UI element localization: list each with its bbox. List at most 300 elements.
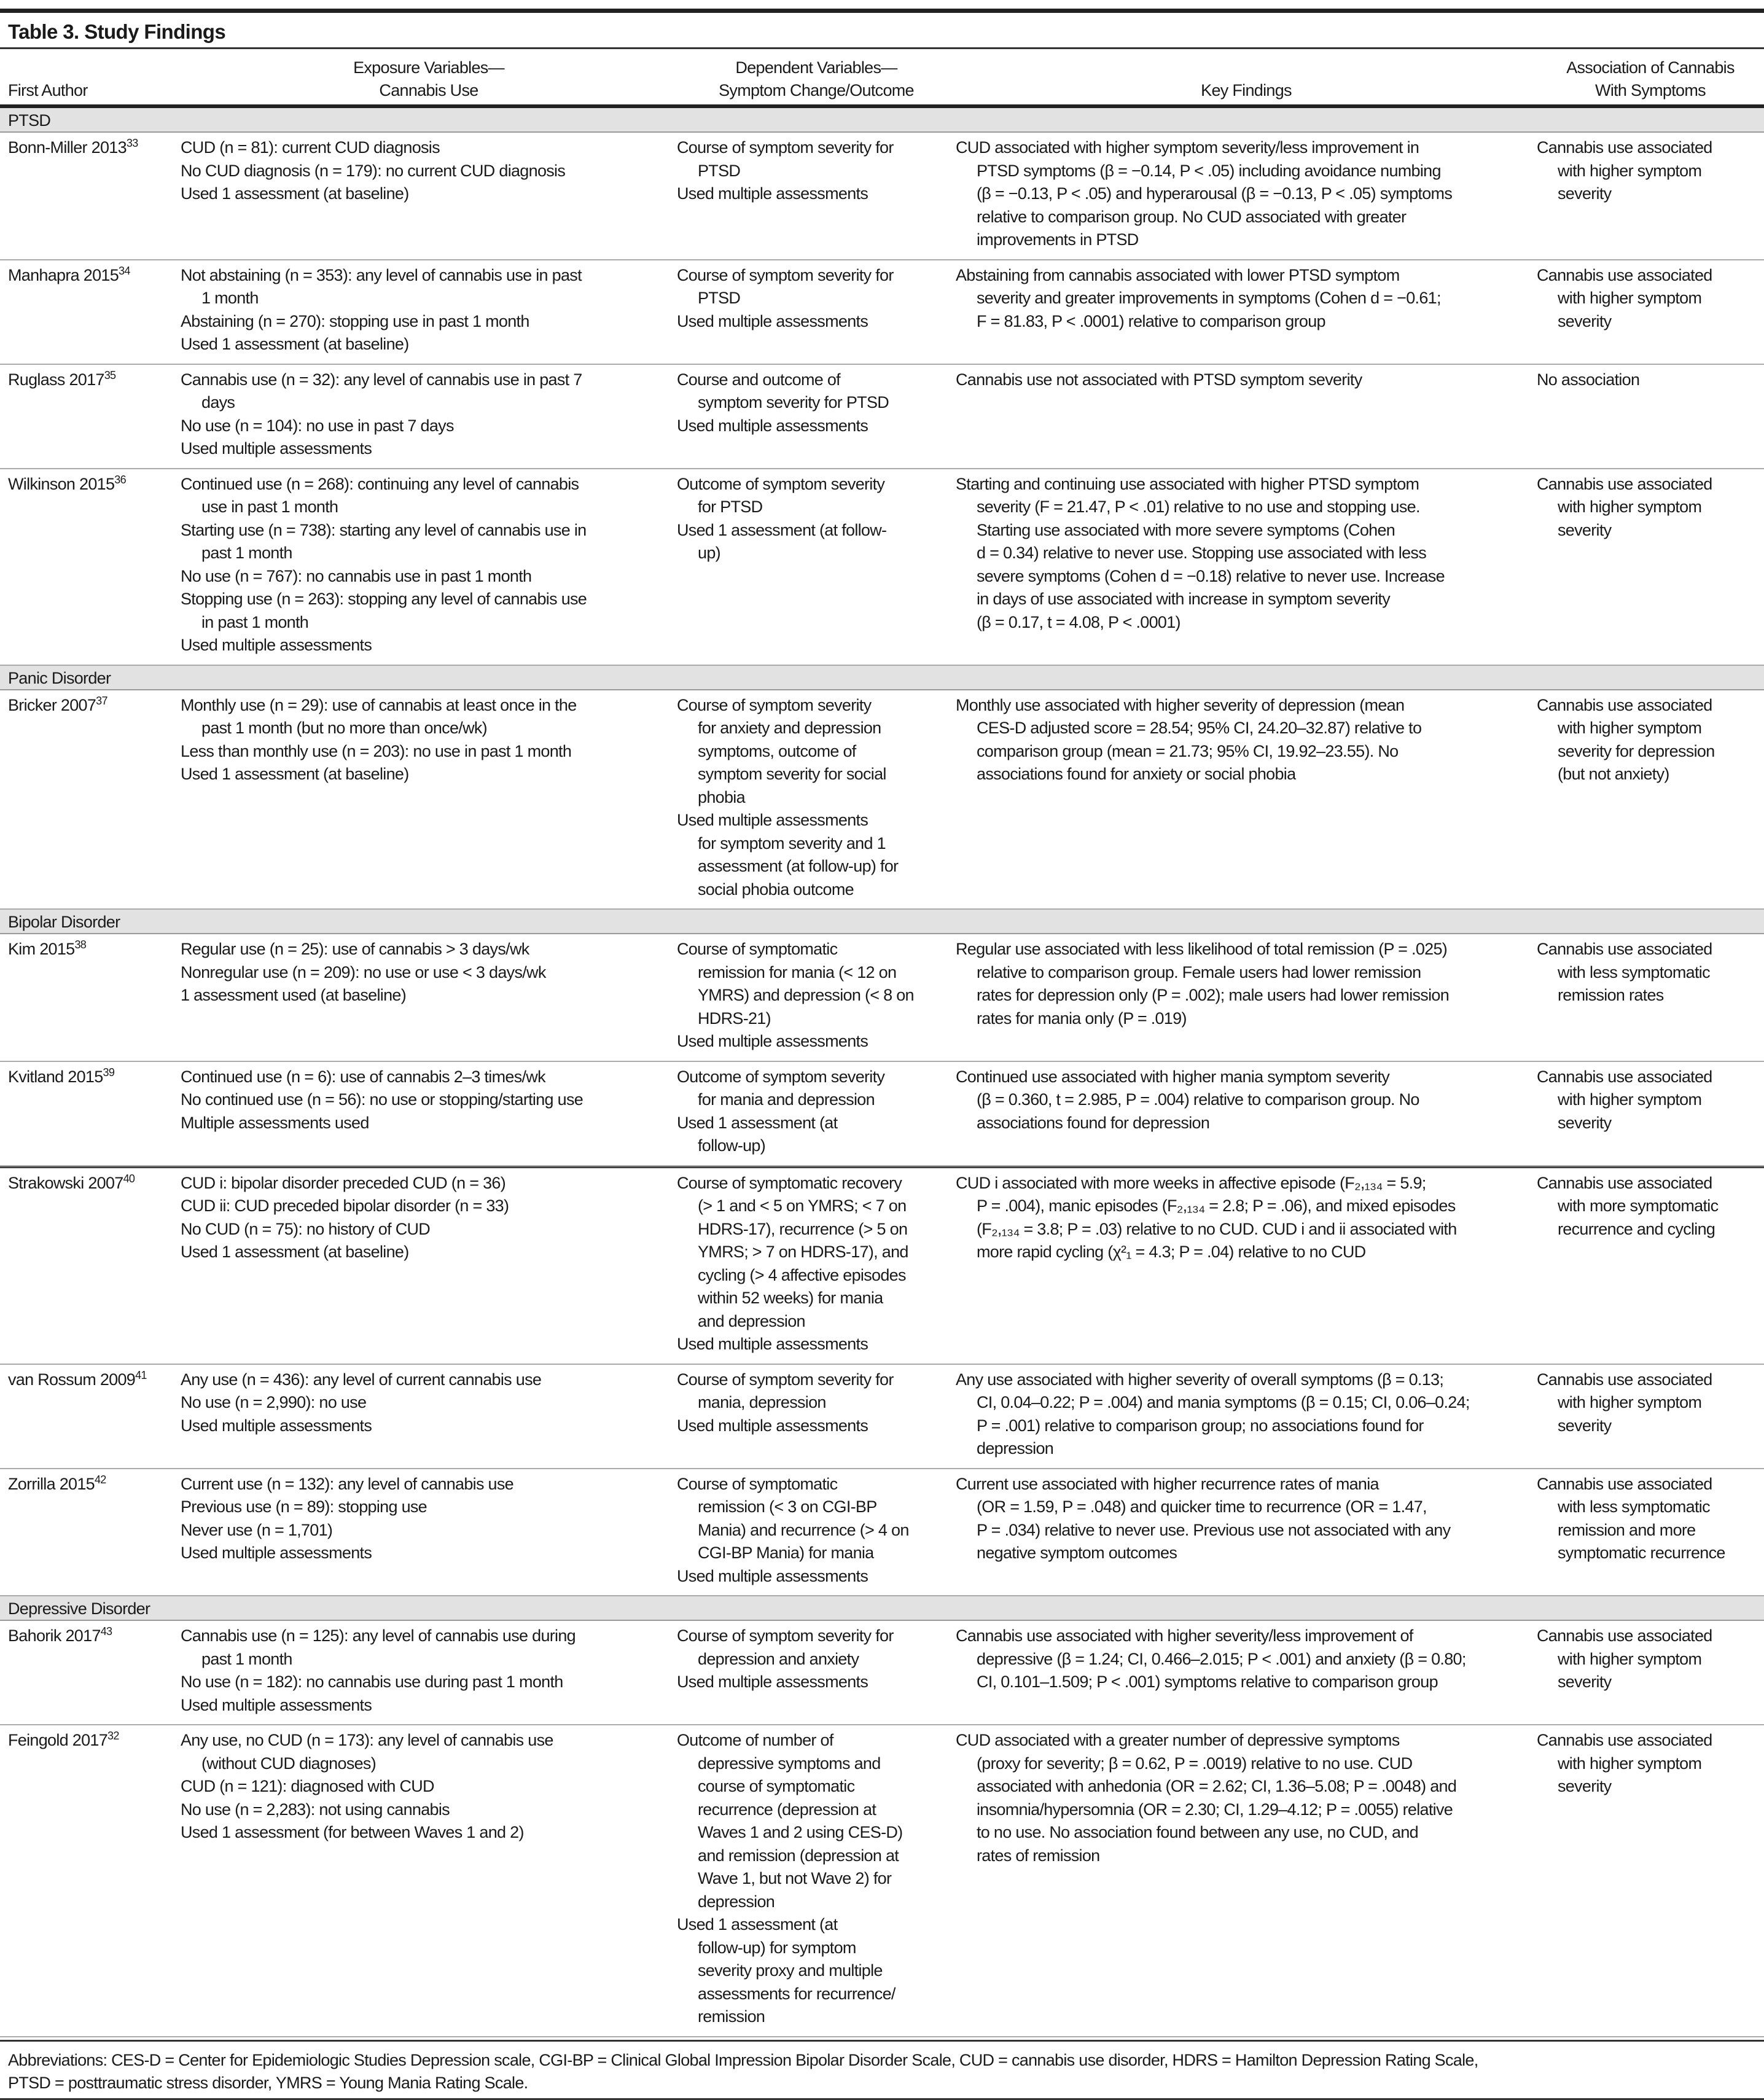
association-line: severity bbox=[1558, 520, 1612, 539]
exposure-line: past 1 month bbox=[201, 544, 292, 562]
association-line: Cannabis use associated bbox=[1537, 138, 1712, 157]
findings-cell bbox=[956, 1066, 1537, 1158]
table-row bbox=[0, 365, 1764, 469]
dependent-cell bbox=[677, 1729, 956, 2029]
abbreviations-footnote bbox=[0, 2040, 1764, 2098]
exposure-cell bbox=[181, 1066, 677, 1158]
author-name: Feingold 2017 bbox=[8, 1731, 108, 1749]
dependent-line: Course of symptom severity for bbox=[677, 1626, 894, 1645]
dependent-line: HDRS-17), recurrence (> 5 on bbox=[698, 1219, 908, 1238]
section-header: Bipolar Disorder bbox=[0, 910, 1764, 934]
dependent-line: Used multiple assessments bbox=[677, 1335, 868, 1353]
exposure-line: No use (n = 104): no use in past 7 days bbox=[181, 416, 454, 435]
reference-number: 34 bbox=[119, 264, 130, 277]
author-cell bbox=[8, 1066, 181, 1158]
exposure-line: Previous use (n = 89): stopping use bbox=[181, 1497, 427, 1516]
association-cell bbox=[1537, 1368, 1764, 1461]
dependent-line: Course of symptomatic recovery bbox=[677, 1173, 902, 1192]
exposure-line: Used multiple assessments bbox=[181, 636, 372, 654]
exposure-line: Used 1 assessment (at baseline) bbox=[181, 335, 409, 353]
exposure-cell bbox=[181, 1625, 677, 1717]
findings-line: CI, 0.101–1.509; P < .001) symptoms relative to comparison group bbox=[977, 1673, 1438, 1691]
findings-cell bbox=[956, 264, 1537, 356]
dependent-cell bbox=[677, 136, 956, 252]
findings-line: PTSD symptoms (β = −0.14, P < .05) including avoidance numbing bbox=[977, 161, 1441, 180]
exposure-line: use in past 1 month bbox=[201, 498, 338, 516]
association-line: with higher symptom bbox=[1558, 1754, 1702, 1773]
findings-line: CI, 0.04–0.22; P = .004) and mania symptoms (β = 0.15; CI, 0.06–0.24; bbox=[977, 1393, 1470, 1411]
findings-line: associations found for depression bbox=[977, 1113, 1210, 1132]
findings-line: Cannabis use associated with higher severity/less improvement of bbox=[956, 1626, 1413, 1645]
author-name: Kvitland 2015 bbox=[8, 1067, 103, 1086]
findings-cell bbox=[956, 1368, 1537, 1461]
dependent-line: recurrence (depression at bbox=[698, 1800, 876, 1819]
exposure-line: Used multiple assessments bbox=[181, 1416, 372, 1435]
findings-line: CUD associated with higher symptom severity/less improvement in bbox=[956, 138, 1419, 157]
association-line: severity bbox=[1558, 1777, 1612, 1795]
exposure-cell bbox=[181, 1172, 677, 1356]
dependent-line: Course of symptom severity for bbox=[677, 265, 894, 284]
dependent-line: PTSD bbox=[698, 161, 741, 180]
header-association bbox=[1537, 57, 1764, 102]
author-cell bbox=[8, 1473, 181, 1588]
dependent-line: YMRS; > 7 on HDRS-17), and bbox=[698, 1243, 908, 1261]
exposure-cell bbox=[181, 694, 677, 902]
dependent-line: (> 1 and < 5 on YMRS; < 7 on bbox=[698, 1196, 907, 1215]
findings-line: improvements in PTSD bbox=[977, 230, 1139, 249]
dependent-line: course of symptomatic bbox=[698, 1777, 855, 1795]
exposure-line: No CUD (n = 75): no history of CUD bbox=[181, 1219, 431, 1238]
findings-line: relative to comparison group. Female users had lower remission bbox=[977, 962, 1421, 982]
dependent-line: Used multiple assessments bbox=[677, 811, 868, 829]
findings-line: rates for depression only (P = .002); male users had lower remission bbox=[977, 986, 1450, 1004]
association-line: remission rates bbox=[1558, 986, 1664, 1004]
dependent-line: for anxiety and depression bbox=[698, 719, 881, 737]
table-row bbox=[0, 469, 1764, 666]
association-line: remission and more bbox=[1558, 1520, 1696, 1539]
exposure-line: Not abstaining (n = 353): any level of cannabis use in past bbox=[181, 265, 582, 284]
author-cell bbox=[8, 136, 181, 252]
reference-number: 37 bbox=[96, 694, 107, 707]
author-name: Bricker 2007 bbox=[8, 695, 96, 714]
author-cell bbox=[8, 264, 181, 356]
association-line: No association bbox=[1537, 370, 1640, 389]
exposure-line: Any use, no CUD (n = 173): any level of cannabis use bbox=[181, 1731, 553, 1749]
association-line: severity bbox=[1558, 311, 1612, 330]
findings-cell bbox=[956, 1473, 1537, 1588]
dependent-line: cycling (> 4 affective episodes bbox=[698, 1265, 906, 1284]
association-cell bbox=[1537, 369, 1764, 461]
association-line: severity bbox=[1558, 1673, 1612, 1691]
exposure-line: CUD i: bipolar disorder preceded CUD (n = 36) bbox=[181, 1173, 505, 1192]
association-cell bbox=[1537, 938, 1764, 1053]
exposure-line: Multiple assessments used bbox=[181, 1113, 369, 1132]
association-line: Cannabis use associated bbox=[1537, 940, 1712, 958]
findings-line: (OR = 1.59, P = .048) and quicker time to recurrence (OR = 1.47, bbox=[977, 1497, 1427, 1516]
dependent-line: Used multiple assessments bbox=[677, 184, 868, 203]
dependent-line: follow-up) for symptom bbox=[698, 1938, 856, 1957]
association-cell bbox=[1537, 1729, 1764, 2029]
author-name: Strakowski 2007 bbox=[8, 1173, 123, 1192]
exposure-line: Regular use (n = 25): use of cannabis > 3 days/wk bbox=[181, 940, 529, 958]
dependent-line: Waves 1 and 2 using CES-D) bbox=[698, 1823, 903, 1841]
findings-cell bbox=[956, 1729, 1537, 2029]
section-header: Panic Disorder bbox=[0, 666, 1764, 690]
table-header bbox=[0, 49, 1764, 104]
association-cell bbox=[1537, 694, 1764, 902]
exposure-line: CUD (n = 81): current CUD diagnosis bbox=[181, 138, 440, 157]
author-cell bbox=[8, 369, 181, 461]
findings-line: Monthly use associated with higher severity of depression (mean bbox=[956, 695, 1405, 714]
dependent-line: remission for mania (< 12 on bbox=[698, 962, 897, 982]
findings-cell bbox=[956, 473, 1537, 657]
findings-line: negative symptom outcomes bbox=[977, 1544, 1177, 1562]
association-cell bbox=[1537, 264, 1764, 356]
findings-line: severe symptoms (Cohen d = −0.18) relative to never use. Increase bbox=[977, 566, 1445, 585]
findings-cell bbox=[956, 1172, 1537, 1356]
reference-number: 36 bbox=[114, 473, 126, 486]
association-line: Cannabis use associated bbox=[1537, 1370, 1712, 1389]
association-line: with less symptomatic bbox=[1558, 962, 1710, 982]
findings-line: P = .001) relative to comparison group; no associations found for bbox=[977, 1416, 1424, 1435]
reference-number: 33 bbox=[126, 137, 138, 149]
reference-number: 43 bbox=[100, 1625, 112, 1637]
author-cell bbox=[8, 473, 181, 657]
exposure-line: 1 month bbox=[201, 289, 259, 307]
association-line: severity bbox=[1558, 1113, 1612, 1132]
author-cell bbox=[8, 938, 181, 1053]
reference-number: 32 bbox=[107, 1730, 119, 1742]
table-row bbox=[0, 690, 1764, 910]
author-name: Kim 2015 bbox=[8, 940, 75, 958]
exposure-line: Any use (n = 436): any level of current cannabis use bbox=[181, 1370, 542, 1389]
findings-cell bbox=[956, 369, 1537, 461]
dependent-line: Course and outcome of bbox=[677, 370, 840, 389]
exposure-line: CUD (n = 121): diagnosed with CUD bbox=[181, 1777, 434, 1795]
exposure-line: No use (n = 2,283): not using cannabis bbox=[181, 1800, 450, 1819]
header-author bbox=[8, 79, 181, 102]
association-line: Cannabis use associated bbox=[1537, 1067, 1712, 1086]
exposure-cell bbox=[181, 1368, 677, 1461]
exposure-line: No use (n = 767): no cannabis use in past 1 month bbox=[181, 566, 532, 585]
dependent-line: symptoms, outcome of bbox=[698, 741, 856, 760]
findings-line: (F₂,₁₃₄ = 3.8; P = .03) relative to no CUD. CUD i and ii associated with bbox=[977, 1219, 1457, 1238]
association-line: severity for depression bbox=[1558, 741, 1715, 760]
table-row bbox=[0, 260, 1764, 365]
header-line: With Symptoms bbox=[1595, 81, 1706, 100]
dependent-line: Course of symptom severity for bbox=[677, 1370, 894, 1389]
table-body bbox=[0, 108, 1764, 2037]
association-cell bbox=[1537, 1066, 1764, 1158]
findings-line: Continued use associated with higher mania symptom severity bbox=[956, 1067, 1390, 1086]
association-line: with higher symptom bbox=[1558, 498, 1702, 516]
author-name: Bahorik 2017 bbox=[8, 1626, 101, 1645]
association-cell bbox=[1537, 1172, 1764, 1356]
header-dependent bbox=[677, 57, 956, 102]
findings-cell bbox=[956, 938, 1537, 1053]
header-line: Cannabis Use bbox=[379, 81, 478, 100]
exposure-cell bbox=[181, 136, 677, 252]
author-cell bbox=[8, 1172, 181, 1356]
dependent-line: Course of symptomatic bbox=[677, 1474, 838, 1493]
exposure-line: Continued use (n = 6): use of cannabis 2–3 times/wk bbox=[181, 1067, 545, 1086]
dependent-line: remission bbox=[698, 2007, 765, 2026]
findings-line: rates of remission bbox=[977, 1846, 1100, 1865]
dependent-line: Used 1 assessment (at bbox=[677, 1915, 838, 1934]
association-line: with higher symptom bbox=[1558, 1649, 1702, 1668]
header-line: Key Findings bbox=[1201, 81, 1292, 100]
reference-number: 42 bbox=[94, 1473, 106, 1486]
findings-line: CUD i associated with more weeks in affective episode (F₂,₁₃₄ = 5.9; bbox=[956, 1173, 1426, 1192]
dependent-line: Mania) and recurrence (> 4 on bbox=[698, 1520, 909, 1539]
dependent-cell bbox=[677, 1066, 956, 1158]
findings-line: Abstaining from cannabis associated with lower PTSD symptom bbox=[956, 265, 1400, 284]
association-line: Cannabis use associated bbox=[1537, 265, 1712, 284]
dependent-line: severity proxy and multiple bbox=[698, 1961, 883, 1980]
table-row bbox=[0, 1469, 1764, 1597]
header-exposure bbox=[181, 57, 677, 102]
findings-line: rates for mania only (P = .019) bbox=[977, 1009, 1187, 1028]
exposure-line: Nonregular use (n = 209): no use or use < 3 days/wk bbox=[181, 962, 546, 982]
dependent-cell bbox=[677, 938, 956, 1053]
association-line: Cannabis use associated bbox=[1537, 474, 1712, 493]
dependent-line: Course of symptomatic bbox=[677, 940, 838, 958]
dependent-line: remission (< 3 on CGI-BP bbox=[698, 1497, 877, 1516]
exposure-line: Stopping use (n = 263): stopping any level of cannabis use bbox=[181, 590, 587, 608]
dependent-line: Course of symptom severity bbox=[677, 695, 872, 714]
dependent-line: for PTSD bbox=[698, 498, 763, 516]
association-line: with higher symptom bbox=[1558, 1393, 1702, 1411]
dependent-line: social phobia outcome bbox=[698, 880, 854, 899]
reference-number: 40 bbox=[123, 1172, 135, 1185]
dependent-line: mania, depression bbox=[698, 1393, 826, 1411]
dependent-line: CGI-BP Mania) for mania bbox=[698, 1544, 874, 1562]
dependent-line: depressive symptoms and bbox=[698, 1754, 881, 1773]
dependent-line: Used multiple assessments bbox=[677, 311, 868, 330]
findings-line: relative to comparison group. No CUD associated with greater bbox=[977, 207, 1407, 226]
exposure-cell bbox=[181, 369, 677, 461]
exposure-cell bbox=[181, 264, 677, 356]
association-line: with less symptomatic bbox=[1558, 1497, 1710, 1516]
dependent-cell bbox=[677, 694, 956, 902]
author-cell bbox=[8, 1729, 181, 2029]
exposure-line: Used multiple assessments bbox=[181, 1695, 372, 1714]
dependent-line: and remission (depression at bbox=[698, 1846, 899, 1865]
author-name: Zorrilla 2015 bbox=[8, 1474, 95, 1493]
association-line: Cannabis use associated bbox=[1537, 695, 1712, 714]
findings-line: P = .004), manic episodes (F₂,₁₃₄ = 2.8; P = .06), and mixed episodes bbox=[977, 1196, 1456, 1215]
table-row bbox=[0, 934, 1764, 1062]
exposure-cell bbox=[181, 473, 677, 657]
exposure-line: 1 assessment used (at baseline) bbox=[181, 986, 407, 1004]
exposure-line: No use (n = 182): no cannabis use during past 1 month bbox=[181, 1673, 563, 1691]
findings-line: severity (F = 21.47, P < .01) relative to no use and stopping use. bbox=[977, 498, 1420, 516]
findings-line: (proxy for severity; β = 0.62, P = .0019) relative to no use. CUD bbox=[977, 1754, 1413, 1773]
findings-line: more rapid cycling (χ²₁ = 4.3; P = .04) relative to no CUD bbox=[977, 1243, 1366, 1261]
author-cell bbox=[8, 1625, 181, 1717]
exposure-line: past 1 month bbox=[201, 1649, 292, 1668]
findings-line: F = 81.83, P < .0001) relative to comparison group bbox=[977, 311, 1325, 330]
exposure-line: Continued use (n = 268): continuing any level of cannabis bbox=[181, 474, 579, 493]
association-line: Cannabis use associated bbox=[1537, 1731, 1712, 1749]
association-line: Cannabis use associated bbox=[1537, 1173, 1712, 1192]
dependent-line: YMRS) and depression (< 8 on bbox=[698, 986, 914, 1004]
findings-line: associations found for anxiety or social phobia bbox=[977, 765, 1296, 783]
footnote-line: Abbreviations: CES-D = Center for Epidemiologic Studies Depression scale, CGI-BP = Clinical Global Impression Bipolar Disorder Scale, CUD = cannabis use disorder, HDRS = Hamilton Depression Rating Scale, bbox=[8, 2050, 1478, 2069]
table-row bbox=[0, 1725, 1764, 2037]
findings-line: in days of use associated with increase in symptom severity bbox=[977, 590, 1391, 608]
findings-line: to no use. No association found between any use, no CUD, and bbox=[977, 1823, 1418, 1841]
exposure-line: Used multiple assessments bbox=[181, 1544, 372, 1562]
exposure-line: past 1 month (but no more than once/wk) bbox=[201, 719, 487, 737]
dependent-line: and depression bbox=[698, 1311, 805, 1330]
exposure-line: Used 1 assessment (at baseline) bbox=[181, 1243, 409, 1261]
exposure-line: days bbox=[201, 393, 235, 412]
dependent-line: depression and anxiety bbox=[698, 1649, 859, 1668]
dependent-cell bbox=[677, 264, 956, 356]
association-line: severity bbox=[1558, 1416, 1612, 1435]
dependent-line: Used multiple assessments bbox=[677, 1673, 868, 1691]
association-line: with more symptomatic bbox=[1558, 1196, 1719, 1215]
dependent-cell bbox=[677, 369, 956, 461]
header-line: Exposure Variables— bbox=[353, 58, 504, 77]
author-name: Manhapra 2015 bbox=[8, 265, 119, 284]
association-cell bbox=[1537, 473, 1764, 657]
dependent-line: symptom severity for social bbox=[698, 765, 886, 783]
association-cell bbox=[1537, 1473, 1764, 1588]
findings-line: associated with anhedonia (OR = 2.62; CI, 1.36–5.08; P = .0048) and bbox=[977, 1777, 1457, 1795]
header-line: Dependent Variables— bbox=[735, 58, 897, 77]
exposure-line: Starting use (n = 738): starting any level of cannabis use in bbox=[181, 520, 587, 539]
dependent-line: assessments for recurrence/ bbox=[698, 1984, 896, 2003]
table-row bbox=[0, 1166, 1764, 1365]
exposure-line: Cannabis use (n = 125): any level of cannabis use during bbox=[181, 1626, 576, 1645]
exposure-line: Cannabis use (n = 32): any level of cannabis use in past 7 bbox=[181, 370, 582, 389]
dependent-line: Used 1 assessment (at bbox=[677, 1113, 838, 1132]
table-title: Table 3. Study Findings bbox=[8, 20, 226, 43]
reference-number: 35 bbox=[104, 369, 116, 381]
exposure-line: Current use (n = 132): any level of cannabis use bbox=[181, 1474, 513, 1493]
dependent-line: Used multiple assessments bbox=[677, 1566, 868, 1585]
table-row bbox=[0, 133, 1764, 260]
exposure-cell bbox=[181, 938, 677, 1053]
author-name: van Rossum 2009 bbox=[8, 1370, 136, 1389]
findings-line: Regular use associated with less likelihood of total remission (P = .025) bbox=[956, 940, 1448, 958]
dependent-line: Used multiple assessments bbox=[677, 416, 868, 435]
exposure-line: (without CUD diagnoses) bbox=[201, 1754, 377, 1773]
bottom-rule bbox=[0, 2098, 1764, 2100]
findings-line: severity and greater improvements in symptoms (Cohen d = −0.61; bbox=[977, 289, 1441, 307]
dependent-line: Used multiple assessments bbox=[677, 1416, 868, 1435]
dependent-line: HDRS-21) bbox=[698, 1009, 771, 1028]
findings-line: insomnia/hypersomnia (OR = 2.30; CI, 1.29–4.12; P = .0055) relative bbox=[977, 1800, 1453, 1819]
association-line: symptomatic recurrence bbox=[1558, 1544, 1725, 1562]
dependent-line: Used 1 assessment (at follow- bbox=[677, 520, 887, 539]
findings-line: depression bbox=[977, 1439, 1054, 1458]
dependent-cell bbox=[677, 1473, 956, 1588]
table-row bbox=[0, 1621, 1764, 1725]
reference-number: 39 bbox=[103, 1066, 115, 1079]
exposure-cell bbox=[181, 1473, 677, 1588]
findings-line: (β = 0.360, t = 2.985, P = .004) relative to comparison group. No bbox=[977, 1090, 1419, 1109]
header-findings bbox=[956, 79, 1537, 102]
findings-cell bbox=[956, 136, 1537, 252]
association-line: (but not anxiety) bbox=[1558, 765, 1669, 783]
association-line: recurrence and cycling bbox=[1558, 1219, 1715, 1238]
association-cell bbox=[1537, 1625, 1764, 1717]
findings-line: P = .034) relative to never use. Previous use not associated with any bbox=[977, 1520, 1451, 1539]
exposure-line: Monthly use (n = 29): use of cannabis at least once in the bbox=[181, 695, 577, 714]
dependent-line: Used multiple assessments bbox=[677, 1032, 868, 1050]
dependent-line: phobia bbox=[698, 787, 745, 806]
findings-line: (β = 0.17, t = 4.08, P < .0001) bbox=[977, 612, 1181, 631]
dependent-line: Outcome of number of bbox=[677, 1731, 833, 1749]
dependent-cell bbox=[677, 1172, 956, 1356]
exposure-line: Used multiple assessments bbox=[181, 439, 372, 458]
dependent-line: depression bbox=[698, 1892, 775, 1911]
findings-line: Any use associated with higher severity of overall symptoms (β = 0.13; bbox=[956, 1370, 1444, 1389]
dependent-line: Outcome of symptom severity bbox=[677, 1067, 885, 1086]
findings-line: comparison group (mean = 21.73; 95% CI, 19.92–23.55). No bbox=[977, 741, 1399, 760]
exposure-line: No CUD diagnosis (n = 179): no current CUD diagnosis bbox=[181, 161, 566, 180]
section-header: Depressive Disorder bbox=[0, 1596, 1764, 1621]
dependent-line: for mania and depression bbox=[698, 1090, 875, 1109]
author-name: Ruglass 2017 bbox=[8, 370, 104, 389]
author-name: Wilkinson 2015 bbox=[8, 474, 115, 493]
findings-line: Current use associated with higher recurrence rates of mania bbox=[956, 1474, 1379, 1493]
author-name: Bonn-Miller 2013 bbox=[8, 138, 127, 157]
association-line: Cannabis use associated bbox=[1537, 1474, 1712, 1493]
association-line: with higher symptom bbox=[1558, 289, 1702, 307]
dependent-cell bbox=[677, 473, 956, 657]
exposure-line: Used 1 assessment (at baseline) bbox=[181, 765, 409, 783]
table-row bbox=[0, 1365, 1764, 1469]
exposure-line: Less than monthly use (n = 203): no use in past 1 month bbox=[181, 741, 572, 760]
dependent-line: Outcome of symptom severity bbox=[677, 474, 885, 493]
dependent-line: Course of symptom severity for bbox=[677, 138, 894, 157]
findings-cell bbox=[956, 694, 1537, 902]
association-line: Cannabis use associated bbox=[1537, 1626, 1712, 1645]
reference-number: 41 bbox=[135, 1368, 147, 1381]
findings-line: (β = −0.13, P < .05) and hyperarousal (β = −0.13, P < .05) symptoms bbox=[977, 184, 1453, 203]
findings-line: Starting use associated with more severe symptoms (Cohen bbox=[977, 520, 1395, 539]
findings-line: Starting and continuing use associated with higher PTSD symptom bbox=[956, 474, 1419, 493]
exposure-line: CUD ii: CUD preceded bipolar disorder (n = 33) bbox=[181, 1196, 509, 1215]
findings-line: Cannabis use not associated with PTSD symptom severity bbox=[956, 370, 1362, 389]
dependent-line: follow-up) bbox=[698, 1136, 766, 1155]
findings-line: depressive (β = 1.24; CI, 0.466–2.015; P < .001) and anxiety (β = 0.80; bbox=[977, 1649, 1466, 1668]
dependent-cell bbox=[677, 1368, 956, 1461]
dependent-line: PTSD bbox=[698, 289, 741, 307]
footnote-line: PTSD = posttraumatic stress disorder, YMRS = Young Mania Rating Scale. bbox=[8, 2073, 528, 2092]
dependent-line: assessment (at follow-up) for bbox=[698, 857, 899, 875]
exposure-line: No use (n = 2,990): no use bbox=[181, 1393, 367, 1411]
dependent-line: within 52 weeks) for mania bbox=[698, 1289, 883, 1307]
exposure-cell bbox=[181, 1729, 677, 2029]
header-line: First Author bbox=[8, 81, 88, 100]
table-row bbox=[0, 1062, 1764, 1166]
dependent-line: symptom severity for PTSD bbox=[698, 393, 889, 412]
association-line: with higher symptom bbox=[1558, 719, 1702, 737]
association-cell bbox=[1537, 136, 1764, 252]
association-line: with higher symptom bbox=[1558, 1090, 1702, 1109]
exposure-line: Used 1 assessment (at baseline) bbox=[181, 184, 409, 203]
exposure-line: Never use (n = 1,701) bbox=[181, 1520, 333, 1539]
author-cell bbox=[8, 1368, 181, 1461]
author-cell bbox=[8, 694, 181, 902]
header-line: Symptom Change/Outcome bbox=[719, 81, 914, 100]
reference-number: 38 bbox=[74, 939, 87, 951]
